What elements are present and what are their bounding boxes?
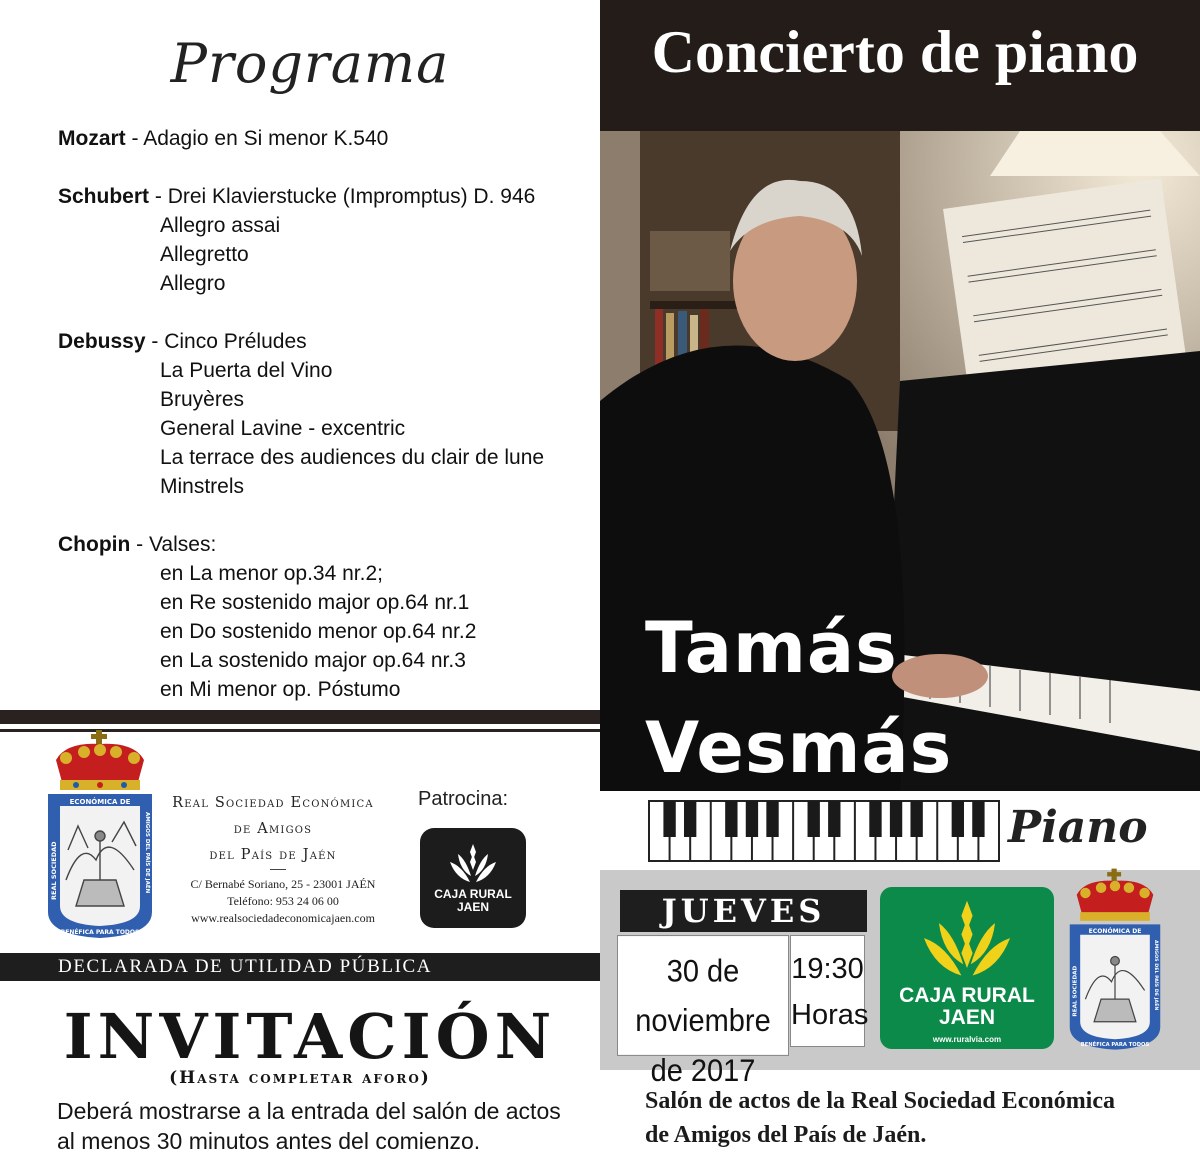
movement: en Mi menor op. Póstumo — [160, 678, 401, 701]
work-title: Cinco Préludes — [164, 330, 307, 353]
sponsor-name-line: CAJA RURAL — [434, 887, 512, 901]
movement: General Lavine - excentric — [160, 417, 406, 440]
time-value: 19:30 — [791, 953, 864, 985]
separator: - — [130, 533, 149, 556]
society-phone: Teléfono: 953 24 06 00 — [227, 894, 339, 908]
svg-text:AMIGOS DEL PAÍS DE JAÉN: AMIGOS DEL PAÍS DE JAÉN — [1153, 939, 1159, 1011]
crown-icon — [56, 730, 144, 790]
pianist-name — [645, 598, 952, 798]
movement: Bruyères — [160, 388, 245, 411]
divider-band — [0, 710, 600, 724]
movement: Allegro assai — [160, 214, 281, 237]
svg-text:ECONÓMICA DE: ECONÓMICA DE — [69, 798, 131, 806]
pianist-first-name: Tamás — [645, 607, 898, 689]
society-name-line: de Amigos — [233, 821, 313, 837]
program-item-debussy — [58, 327, 588, 501]
black-key — [890, 801, 902, 837]
society-web: www.realsociedadeconomicajaen.com — [191, 911, 375, 925]
black-key — [910, 801, 922, 837]
society-address: C/ Bernabé Soriano, 25 - 23001 JAÉN — [190, 877, 376, 891]
black-key — [766, 801, 778, 837]
sponsor-url: www.ruralvia.com — [932, 1035, 1002, 1044]
crown-icon — [1077, 869, 1154, 921]
black-key — [663, 801, 675, 837]
invitation-subtitle: (Hasta completar aforo) — [169, 1068, 431, 1088]
work-title: Adagio en Si menor K.540 — [143, 127, 389, 150]
movement: en Do sostenido menor op.64 nr.2 — [160, 620, 477, 643]
time-unit: Horas — [791, 999, 869, 1031]
instrument-label: Piano — [1008, 802, 1148, 853]
society-address-block — [168, 876, 398, 927]
black-key — [725, 801, 737, 837]
piano-keys-icon — [648, 800, 1000, 862]
wheat-icon — [448, 840, 498, 886]
black-key — [869, 801, 881, 837]
venue-text — [645, 1084, 1145, 1152]
notice-line: Deberá mostrarse a la entrada del salón de actos — [57, 1098, 561, 1124]
black-key — [828, 801, 840, 837]
program-list — [58, 124, 588, 733]
sponsor-name-line: JAEN — [938, 1006, 996, 1029]
program-item-chopin — [58, 530, 588, 704]
program-item-schubert — [58, 182, 588, 298]
notice-line: al menos 30 minutos antes del comienzo. — [57, 1128, 481, 1154]
black-key — [808, 801, 820, 837]
society-crest-logo — [46, 730, 154, 940]
movement: Allegretto — [160, 243, 249, 266]
event-date — [617, 935, 789, 1089]
program-item-mozart — [58, 124, 588, 153]
separator: - — [125, 127, 144, 150]
sponsor-logo-black — [420, 828, 526, 928]
sponsor-name — [880, 985, 1054, 1029]
separator: - — [145, 330, 165, 353]
concert-title: Concierto de piano — [651, 19, 1139, 85]
event-day: JUEVES — [620, 890, 867, 932]
composer-name: Debussy — [58, 330, 146, 353]
movement: La terrace des audiences du clair de lune — [160, 446, 545, 469]
invitation-notice — [57, 1096, 602, 1156]
svg-text:AMIGOS DEL PAÍS DE JAÉN: AMIGOS DEL PAÍS DE JAÉN — [144, 812, 150, 894]
public-utility-text: DECLARADA DE UTILIDAD PÚBLICA — [58, 956, 433, 977]
society-name-line: Real Sociedad Económica — [172, 795, 374, 811]
svg-text:REAL SOCIEDAD: REAL SOCIEDAD — [1072, 965, 1079, 1017]
invitation-title: INVITACIÓN — [63, 1000, 557, 1073]
pianist-last-name: Vesmás — [645, 707, 953, 789]
black-key — [746, 801, 758, 837]
divider-dash — [270, 869, 286, 870]
black-key — [972, 801, 984, 837]
movement: Allegro — [160, 272, 226, 295]
sponsor-label: Patrocina: — [418, 788, 509, 810]
work-title: Valses: — [148, 533, 217, 556]
date-line: de 2017 — [650, 1053, 756, 1089]
svg-text:REAL SOCIEDAD: REAL SOCIEDAD — [50, 841, 58, 900]
black-key — [952, 801, 964, 837]
sponsor-name-line: JAEN — [456, 900, 489, 914]
sponsor-name-line: CAJA RURAL — [899, 984, 1035, 1007]
society-name — [168, 790, 378, 868]
svg-text:BENÉFICA PARA TODOS: BENÉFICA PARA TODOS — [1080, 1042, 1150, 1049]
separator: - — [149, 185, 168, 208]
movement: Minstrels — [160, 475, 245, 498]
movement: en La sostenido major op.64 nr.3 — [160, 649, 466, 672]
sponsor-name — [420, 888, 526, 914]
wheat-icon — [914, 897, 1020, 983]
venue-line: Salón de actos de la Real Sociedad Económica — [645, 1088, 1116, 1114]
movement: en Re sostenido major op.64 nr.1 — [160, 591, 470, 614]
svg-text:ECONÓMICA DE: ECONÓMICA DE — [1088, 928, 1142, 936]
sponsor-logo-green — [880, 887, 1054, 1049]
composer-name: Schubert — [58, 185, 150, 208]
venue-line: de Amigos del País de Jaén. — [645, 1122, 927, 1148]
program-title: Programa — [170, 32, 450, 95]
svg-text:BENÉFICA PARA TODOS: BENÉFICA PARA TODOS — [60, 929, 140, 936]
society-name-line: del País de Jaén — [209, 847, 337, 863]
movement: en La menor op.34 nr.2; — [160, 562, 383, 585]
movement: La Puerta del Vino — [160, 359, 333, 382]
composer-name: Mozart — [58, 127, 126, 150]
black-key — [684, 801, 696, 837]
composer-name: Chopin — [58, 533, 131, 556]
date-line: 30 de noviembre — [635, 954, 771, 1039]
public-utility-band — [0, 953, 600, 981]
society-crest-logo — [1068, 866, 1162, 1054]
work-title: Drei Klavierstucke (Impromptus) D. 946 — [167, 185, 536, 208]
event-time — [790, 935, 869, 1047]
